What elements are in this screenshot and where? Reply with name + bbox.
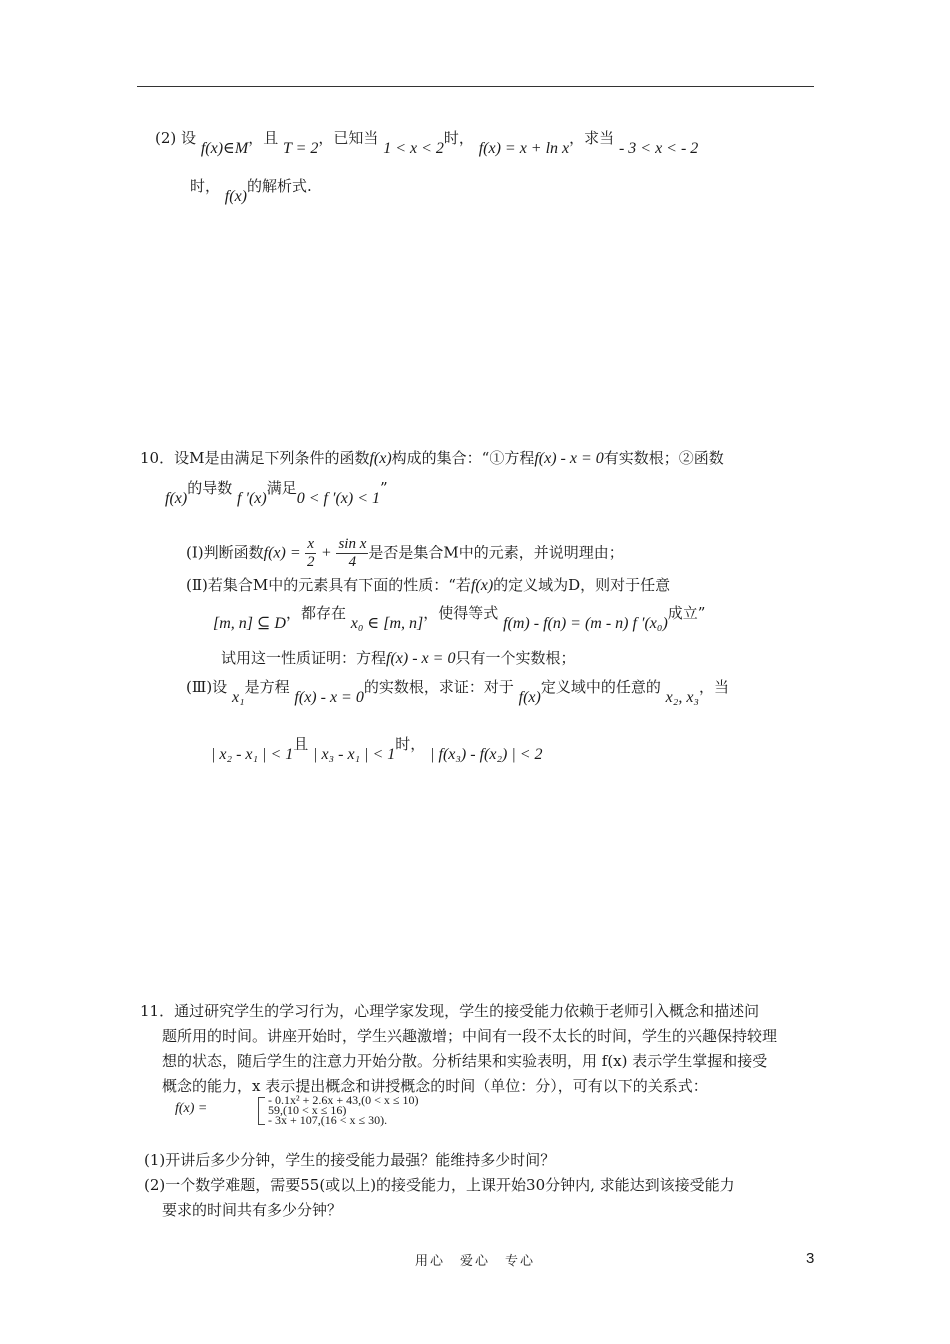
piecewise-case-2: 59,(10 < x ≤ 16) bbox=[268, 1103, 347, 1117]
q11-sub2: (2)一个数学难题，需要55(或以上)的接受能力，上课开始30分钟内, 求能达到该接受能力 bbox=[144, 1176, 735, 1194]
q11-sub2-cont: 要求的时间共有多少分钟？ bbox=[162, 1201, 343, 1219]
page-number: 3 bbox=[806, 1250, 815, 1267]
q9-part2-line1: (2) 设 f(x)∈M，且 T = 2，已知当 1 < x < 2时， f(x) = x + ln x，求当 - 3 < x < - 2 bbox=[155, 129, 699, 157]
q10-line2: f(x)的导数 f ′(x)满足0 < f ′(x) < 1” bbox=[165, 479, 388, 507]
q10-part3-line1: (Ⅲ)设 x₁是方程 f(x) - x = 0的实数根，求证：对于 f(x)定义域中的任意的 x₂, x₃，当 bbox=[186, 678, 729, 706]
piecewise-case-1: - 0.1x² + 2.6x + 43,(0 < x ≤ 10) bbox=[268, 1093, 419, 1107]
q10-part2-line2: [m, n] ⊆ D，都存在 x₀ ∈ [m, n]，使得等式 f(m) - f(n) = (m - n) f ′(x₀)成立” bbox=[213, 604, 706, 632]
header-rule bbox=[137, 86, 814, 87]
q10-part3-line2: | x₂ - x₁ | < 1且 | x₃ - x₁ | < 1时， | f(x₃) - f(x₂) | < 2 bbox=[211, 735, 543, 763]
q11-line1: 11．通过研究学生的学习行为，心理学家发现，学生的接受能力依赖于老师引入概念和描述问 bbox=[140, 1002, 760, 1020]
piecewise-lhs: f(x) = bbox=[175, 1101, 208, 1116]
q11-line3: 想的状态，随后学生的注意力开始分散。分析结果和实验表明，用 f(x) 表示学生掌握和接受 bbox=[162, 1052, 768, 1070]
q10-line1: 10．设M是由满足下列条件的函数f(x)构成的集合：“①方程f(x) - x = 0有实数根；②函数 bbox=[140, 449, 724, 467]
fraction-x-over-2: $\frac{x}{2}$ bbox=[307, 536, 315, 570]
piecewise-case-3: - 3x + 107,(16 < x ≤ 30). bbox=[268, 1113, 388, 1127]
piecewise-brace bbox=[258, 1097, 265, 1125]
q11-line2: 题所用的时间。讲座开始时，学生兴趣激增；中间有一段不太长的时间，学生的兴趣保持较理 bbox=[162, 1027, 778, 1045]
q10-part2-line3: 试用这一性质证明：方程f(x) - x = 0只有一个实数根； bbox=[221, 649, 576, 667]
fraction-sinx-over-4: $\frac{\text{sin x}}{4}$ bbox=[338, 536, 367, 570]
q10-part2-line1: (Ⅱ)若集合M中的元素具有下面的性质：“若f(x)的定义域为D，则对于任意 bbox=[186, 576, 671, 594]
page-footer: 用心 爱心 专心 bbox=[414, 1254, 535, 1269]
part-label: (2) bbox=[155, 129, 177, 147]
q11-line4: 概念的能力，x 表示提出概念和讲授概念的时间（单位：分），可有以下的关系式： bbox=[162, 1077, 708, 1095]
q10-part1: (Ⅰ)判断函数f(x) = $\frac{x}{2}$ + $\frac{\text{sin x}}{4}$ 是否是集合M中的元素，并说明理由； bbox=[186, 536, 624, 570]
q11-sub1: (1)开讲后多少分钟，学生的接受能力最强？能维持多少时间？ bbox=[144, 1151, 556, 1169]
q9-part2-line2: 时， f(x)的解析式. bbox=[190, 177, 312, 205]
